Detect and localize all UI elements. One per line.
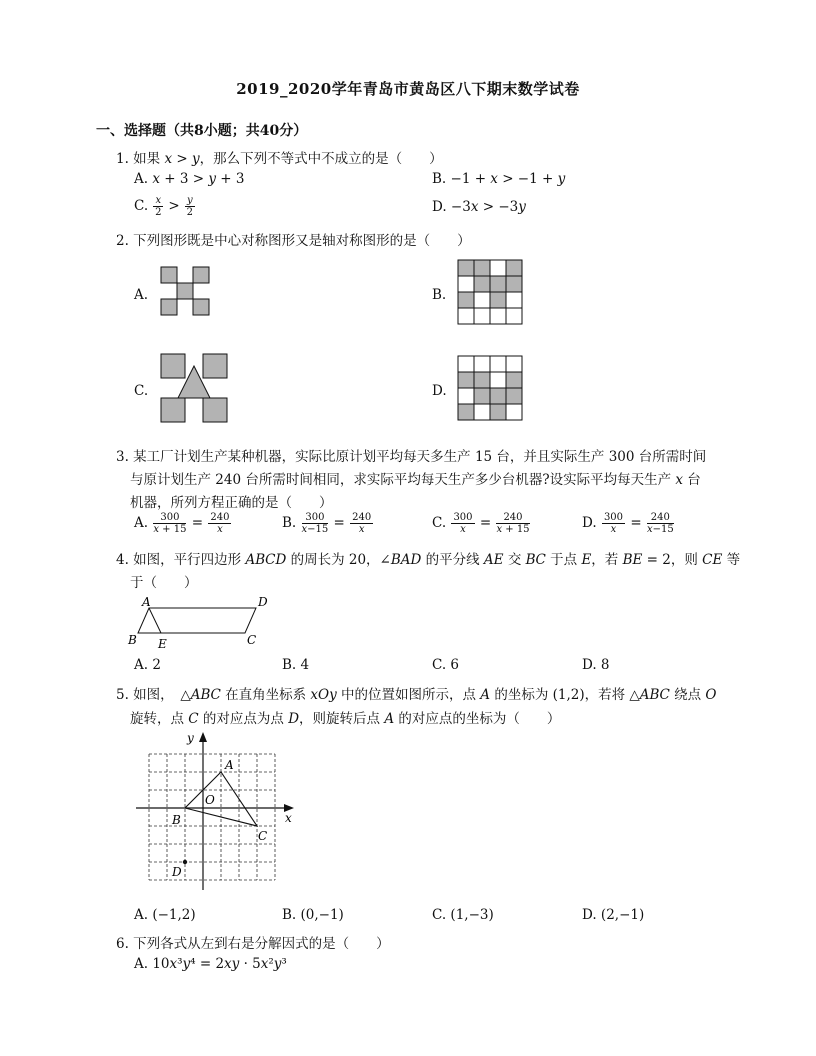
q2-figure-b-cell: [490, 276, 506, 292]
q4-label-e: E: [158, 637, 167, 651]
q2-figure-c: [160, 353, 228, 423]
q3-left-fraction: $\frac{300}{\text{𝑥−15}}$: [301, 512, 329, 535]
q2-figure-b-cell: [506, 292, 522, 308]
q2-figure-b-cell: [490, 292, 506, 308]
q1-option-c-label: C.: [134, 198, 149, 214]
q2-figure-d-cell: [490, 388, 506, 404]
q1-option-a: A. 𝑥 + 3 > 𝑦 + 3: [134, 171, 245, 187]
q3-left-fraction: $\frac{300}{\text{𝑥}}$: [453, 512, 473, 535]
q3-right-fraction: $\frac{240}{\text{𝑥 + 15}}$: [496, 512, 530, 535]
q2-figure-b-cell: [458, 308, 474, 324]
q1-c-left-fraction: $\frac{\text{𝑥}}{2}$: [155, 195, 162, 218]
q3-option-label: A.: [134, 515, 153, 531]
q3-right-fraction: $\frac{240}{\text{𝑥}}$: [352, 512, 372, 535]
q4-label-b: B: [128, 633, 137, 647]
q2-figure-d-cell: [474, 388, 490, 404]
q2-figure-d-cell: [506, 404, 522, 420]
q4-label-a: A: [142, 595, 151, 609]
q5-label-c: C: [258, 829, 268, 843]
q2-figure-d-cell: [506, 356, 522, 372]
q3-left-fraction: $\frac{300}{\text{𝑥}}$: [603, 512, 624, 535]
q2-figure-b-cell: [474, 292, 490, 308]
q2-figure-d-cell: [474, 372, 490, 388]
q2-figure-b-cell: [506, 260, 522, 276]
q3-option-d: [582, 512, 675, 535]
q3-line-1: 3. 某工厂计划生产某种机器，实际比原计划平均每天多生产 15 台，并且实际生产 300 台所需时间: [116, 449, 707, 465]
q5-label-a: A: [225, 758, 234, 772]
q1-option-b: B. −1 + 𝑥 > −1 + 𝑦: [432, 171, 566, 187]
q3-equals-sign: =: [475, 515, 496, 531]
q2-figure-d-cell: [490, 372, 506, 388]
q5-option-b: B. (0,−1): [282, 907, 344, 923]
q5-option-d: D. (2,−1): [582, 907, 645, 923]
q2-option-c-label: C.: [134, 383, 149, 399]
q3-line-3: 机器，所列方程正确的是（ ）: [130, 495, 333, 511]
q6-option-a: A. 10𝑥³𝑦⁴ = 2𝑥𝑦 · 5𝑥²𝑦³: [134, 956, 287, 972]
q1-stem: 1. 如果 𝑥 > 𝑦，那么下列不等式中不成立的是（ ）: [116, 151, 443, 167]
q4-option-c: C. 6: [432, 657, 460, 673]
q2-figure-d-cell: [474, 356, 490, 372]
q2-figure-d-cell: [506, 372, 522, 388]
q3-equals-sign: =: [626, 515, 646, 531]
q2-figure-d-cell: [474, 404, 490, 420]
q2-figure-b-cell: [506, 276, 522, 292]
q2-figure-d: [458, 356, 522, 420]
q5-option-c: C. (1,−3): [432, 907, 494, 923]
q2-figure-d-cell: [490, 356, 506, 372]
q3-option-b: [282, 512, 374, 535]
q2-figure-b: [458, 260, 522, 324]
q5-label-y: y: [187, 731, 194, 745]
q5-point-d: [183, 860, 187, 864]
q3-left-fraction: $\frac{300}{\text{𝑥 + 15}}$: [153, 512, 187, 535]
q2-figure-b-cell: [474, 260, 490, 276]
q5-label-b: B: [172, 813, 181, 827]
q2-figure-b-cell: [474, 276, 490, 292]
q1-c-relation: >: [168, 198, 180, 214]
q1-c-right-fraction: $\frac{\text{𝑦}}{2}$: [186, 195, 193, 218]
q5-label-x: x: [285, 811, 292, 825]
q2-figure-d-cell: [458, 372, 474, 388]
q5-coordinate-figure: [130, 730, 300, 895]
q2-figure-d-cell: [458, 356, 474, 372]
q2-figure-b-cell: [458, 276, 474, 292]
q3-right-fraction: $\frac{240}{\text{𝑥−15}}$: [646, 512, 674, 535]
q3-equals-sign: =: [329, 515, 350, 531]
q2-option-b-label: B.: [432, 287, 447, 303]
q5-line-2: 旋转，点 𝐶 的对应点为点 𝐷，则旋转后点 𝐴 的对应点的坐标为（ ）: [130, 711, 561, 727]
q4-line-1: 4. 如图，平行四边形 𝐴𝐵𝐶𝐷 的周长为 20，∠𝐵𝐴𝐷 的平分线 𝐴𝐸 交 𝐵𝐶 于点 𝐸，若 𝐵𝐸 = 2，则 𝐶𝐸 等: [116, 552, 741, 568]
section-heading: 一、选择题（共8小题；共40分）: [96, 123, 308, 139]
q3-right-fraction: $\frac{240}{\text{𝑥}}$: [210, 512, 230, 535]
q5-label-o: O: [205, 793, 215, 807]
q4-option-a: A. 2: [134, 657, 161, 673]
q4-parallelogram-figure: [128, 594, 278, 650]
q2-figure-b-cell: [458, 260, 474, 276]
q6-stem: 6. 下列各式从左到右是分解因式的是（ ）: [116, 936, 390, 952]
q2-figure-b-cell: [506, 308, 522, 324]
q2-figure-d-cell: [458, 388, 474, 404]
q4-label-d: D: [258, 595, 268, 609]
q1-option-d: D. −3𝑥 > −3𝑦: [432, 199, 526, 215]
q4-line-2: 于（ ）: [130, 575, 198, 591]
q2-option-a-label: A.: [134, 287, 149, 303]
q2-figure-b-cell: [490, 308, 506, 324]
q3-line-2: 与原计划生产 240 台所需时间相同，求实际平均每天生产多少台机器?设实际平均每天生产 𝑥 台: [130, 472, 701, 488]
q5-y-arrow-icon: [199, 732, 207, 742]
q2-figure-d-cell: [490, 404, 506, 420]
q5-line-1: 5. 如图， △𝐴𝐵𝐶 在直角坐标系 𝑥𝑂𝑦 中的位置如图所示，点 𝐴 的坐标为 (1,2)，若将 △𝐴𝐵𝐶 绕点 𝑂: [116, 687, 717, 703]
q2-stem: 2. 下列图形既是中心对称图形又是轴对称图形的是（ ）: [116, 233, 471, 249]
q1-option-c: [134, 195, 196, 218]
q3-option-a: [134, 512, 232, 535]
q3-option-label: B.: [282, 515, 301, 531]
q2-figure-b-cell: [490, 260, 506, 276]
q2-figure-d-cell: [458, 404, 474, 420]
q5-dashed-grid: [149, 754, 275, 880]
q2-figure-b-cell: [458, 292, 474, 308]
q2-figure-d-cell: [506, 388, 522, 404]
q3-option-c: [432, 512, 531, 535]
q4-option-d: D. 8: [582, 657, 610, 673]
page-title: 2019_2020学年青岛市黄岛区八下期末数学试卷: [236, 80, 580, 98]
q3-option-label: D.: [582, 515, 601, 531]
q4-label-c: C: [247, 633, 257, 647]
q3-equals-sign: =: [187, 515, 208, 531]
q2-option-d-label: D.: [432, 383, 447, 399]
q3-option-label: C.: [432, 515, 451, 531]
q2-figure-b-cell: [474, 308, 490, 324]
q5-label-d: D: [172, 865, 182, 879]
q5-option-a: A. (−1,2): [134, 907, 196, 923]
q4-option-b: B. 4: [282, 657, 310, 673]
q2-figure-a: [161, 267, 209, 315]
